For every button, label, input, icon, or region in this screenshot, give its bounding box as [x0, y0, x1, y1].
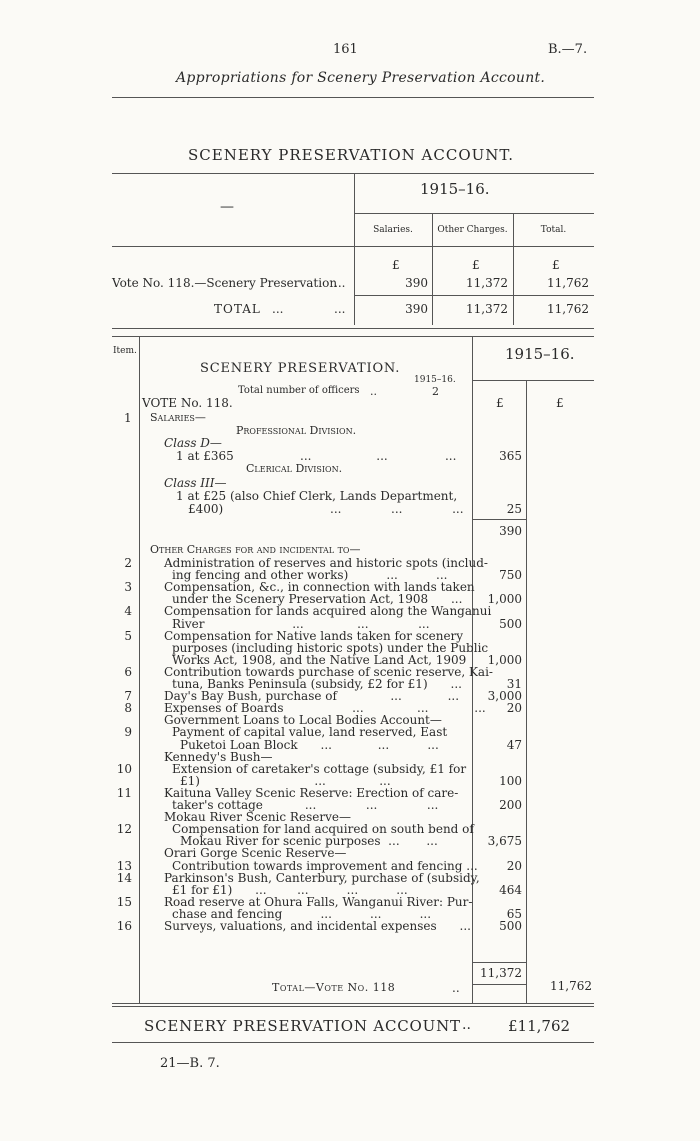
item-description-line: tuna, Banks Peninsula (subsidy, £2 for £1) ...	[172, 677, 462, 691]
item-description-line: Compensation for lands acquired along the Wanganui	[164, 604, 492, 619]
item-number: 5	[124, 628, 132, 643]
vote-rule	[354, 295, 594, 296]
total-vote-label: Total—Vote No. 118	[272, 981, 396, 994]
page-number: 161	[333, 42, 358, 57]
total-dots-1: ...	[272, 302, 284, 316]
item-amount: 200	[499, 798, 522, 812]
item-description-line: Works Act, 1908, and the Native Land Act, 1909	[172, 652, 467, 667]
clerical-division: Clerical Division.	[246, 462, 343, 475]
account-label: SCENERY PRESERVATION ACCOUNT	[144, 1017, 461, 1035]
detail-currency-1: £	[496, 396, 504, 410]
footer-rule	[112, 1042, 594, 1043]
summary-year: 1915–16.	[420, 180, 490, 198]
vote-total: 11,762	[547, 276, 589, 290]
salaries-heading: Salaries—	[150, 411, 206, 424]
total-vote-amount: 11,762	[550, 979, 592, 993]
item-amount: 500	[499, 616, 522, 631]
other-subtotal-rule-2	[472, 984, 526, 985]
other-charges-heading: Other Charges for and incidental to—	[150, 543, 361, 556]
vote-salaries: 390	[405, 276, 428, 290]
detail-bottom-rule-2	[112, 1006, 594, 1007]
item-description-line: Puketoi Loan Block ... ... ...	[180, 737, 439, 752]
summary-col-salaries: Salaries.	[373, 225, 413, 235]
class-iii-amount: 25	[506, 502, 522, 516]
item-number: 13	[116, 858, 132, 873]
item-description-line: River ... ... ...	[172, 616, 430, 631]
header-rule	[112, 97, 594, 98]
item-description-line: Contribution towards purchase of scenic reserve, Kai-	[164, 664, 493, 679]
class-d-line: 1 at £365	[176, 449, 234, 463]
item-amount: 464	[499, 882, 522, 897]
class-iii-line-2: £400)	[188, 502, 224, 516]
summary-col-other: Other Charges.	[437, 225, 508, 235]
item-amount: 1,000	[487, 652, 522, 667]
item-amount: 500	[499, 919, 522, 933]
summary-head-rule	[112, 246, 594, 247]
detail-year-rule	[472, 380, 594, 381]
class-iii-dots: ... ... ...	[330, 502, 464, 516]
officers-dots: ..	[370, 385, 377, 398]
summary-bottom-rule	[112, 328, 594, 329]
total-other: 11,372	[466, 302, 508, 316]
item-description-line: Compensation for Native lands taken for scenery	[164, 628, 464, 643]
item-amount: 20	[506, 701, 522, 716]
item-amount: 3,000	[487, 689, 522, 704]
item-number: 16	[116, 919, 132, 933]
currency-total: £	[552, 258, 560, 272]
item-description-line: Day's Bay Bush, purchase of ... ...	[164, 689, 460, 704]
item-number-1: 1	[124, 411, 132, 425]
currency-salaries: £	[392, 258, 400, 272]
item-amount: 65	[506, 906, 522, 921]
other-subtotal: 11,372	[480, 966, 522, 980]
item-description-line: Contribution towards improvement and fencing ...	[172, 858, 478, 873]
item-description-line: Expenses of Boards ... ... ...	[164, 701, 486, 716]
officers-label: Total number of officers	[238, 385, 360, 396]
item-description-line: Compensation, &c., in connection with lands taken	[164, 580, 475, 595]
class-iii-line-1: 1 at £25 (also Chief Clerk, Lands Department,	[176, 489, 458, 503]
item-description-line: Kennedy's Bush—	[164, 749, 273, 764]
item-header: Item.	[113, 346, 137, 356]
account-dots: ..	[462, 1017, 471, 1033]
item-description-line: purposes (including historic spots) under the Public	[172, 640, 489, 655]
other-subtotal-rule	[472, 962, 526, 963]
item-number: 3	[124, 580, 132, 595]
detail-currency-2: £	[556, 396, 564, 410]
item-description-line: Mokau River for scenic purposes ... ...	[180, 834, 438, 849]
class-d-amount: 365	[499, 449, 522, 463]
item-number: 8	[124, 701, 132, 716]
item-amount: 750	[499, 568, 522, 583]
class-iii: Class III—	[164, 476, 227, 490]
item-number: 7	[124, 689, 132, 704]
document-reference: B.—7.	[548, 42, 588, 57]
amounts-inner-divider	[526, 380, 527, 1003]
professional-division: Professional Division.	[236, 424, 357, 437]
item-column-divider	[139, 336, 140, 1003]
section-title: SCENERY PRESERVATION.	[200, 361, 401, 376]
detail-year: 1915–16.	[505, 345, 575, 363]
class-d: Class D—	[164, 436, 222, 450]
item-number: 10	[116, 761, 132, 776]
item-amount: 3,675	[487, 834, 522, 849]
item-number: 11	[116, 785, 132, 800]
detail-top-rule	[112, 336, 594, 337]
item-number: 15	[116, 894, 132, 909]
item-description-line: chase and fencing ... ... ...	[172, 906, 432, 921]
item-number: 14	[116, 870, 132, 885]
item-amount: 1,000	[487, 592, 522, 607]
detail-bottom-rule	[112, 1003, 594, 1004]
salaries-subtotal: 390	[499, 524, 522, 538]
item-amount: 47	[506, 737, 522, 752]
officers-year: 1915–16.	[414, 375, 456, 385]
total-total: 11,762	[547, 302, 589, 316]
account-total: £11,762	[508, 1017, 571, 1035]
item-amount: 20	[506, 858, 522, 873]
item-description-line: Government Loans to Local Bodies Account—	[164, 713, 442, 728]
summary-col-total: Total.	[540, 225, 567, 235]
total-salaries: 390	[405, 302, 428, 316]
item-description-line: Payment of capital value, land reserved, East	[172, 725, 448, 740]
item-description-line: ing fencing and other works) ... ...	[172, 568, 448, 583]
item-description-line: Administration of reserves and historic spots (includ-	[164, 556, 488, 570]
item-number: 9	[124, 725, 132, 740]
salaries-subtotal-rule	[472, 519, 526, 520]
total-vote-dots: ..	[452, 981, 460, 995]
item-description-line: Road reserve at Ohura Falls, Wanganui River: Pur-	[164, 894, 473, 909]
item-description-line: taker's cottage ... ... ...	[172, 798, 439, 812]
item-number: 4	[124, 604, 132, 619]
vote-label: Vote No. 118.—Scenery Preservation	[112, 276, 338, 290]
item-description-line: under the Scenery Preservation Act, 1908 ...	[172, 592, 463, 607]
item-description-line: Kaituna Valley Scenic Reserve: Erection of care-	[164, 785, 459, 800]
summary-year-rule	[354, 213, 594, 214]
summary-dash: —	[220, 199, 234, 215]
item-description-line: Extension of caretaker's cottage (subsidy, £1 for	[172, 761, 467, 776]
item-description-line: Mokau River Scenic Reserve—	[164, 810, 351, 825]
running-title: Appropriations for Scenery Preservation Account.	[176, 70, 546, 86]
total-label: TOTAL	[214, 302, 261, 316]
item-amount: 31	[506, 677, 522, 691]
currency-other: £	[472, 258, 480, 272]
item-number: 2	[124, 556, 132, 570]
item-amount: 100	[499, 773, 522, 788]
vote-line: VOTE No. 118.	[142, 396, 233, 410]
item-description-line: £1 for £1) ... ... ... ...	[172, 882, 408, 897]
vote-dots: ...	[334, 276, 346, 290]
signature-mark: 21—B. 7.	[160, 1056, 220, 1071]
vote-other: 11,372	[466, 276, 508, 290]
item-description-line: £1) ... ...	[180, 773, 391, 788]
item-description-line: Surveys, valuations, and incidental expenses ...	[164, 919, 471, 933]
item-number: 6	[124, 664, 132, 679]
item-description-line: Compensation for land acquired on south bend of	[172, 822, 474, 837]
class-d-dots: ... ... ...	[300, 449, 457, 463]
item-number: 12	[116, 822, 132, 837]
item-description-line: Parkinson's Bush, Canterbury, purchase of (subsidy,	[164, 870, 480, 885]
total-dots-2: ...	[334, 302, 346, 316]
summary-top-rule	[112, 173, 594, 174]
summary-title: SCENERY PRESERVATION ACCOUNT.	[188, 146, 514, 164]
officers-count: 2	[432, 385, 439, 398]
item-description-line: Orari Gorge Scenic Reserve—	[164, 846, 347, 861]
